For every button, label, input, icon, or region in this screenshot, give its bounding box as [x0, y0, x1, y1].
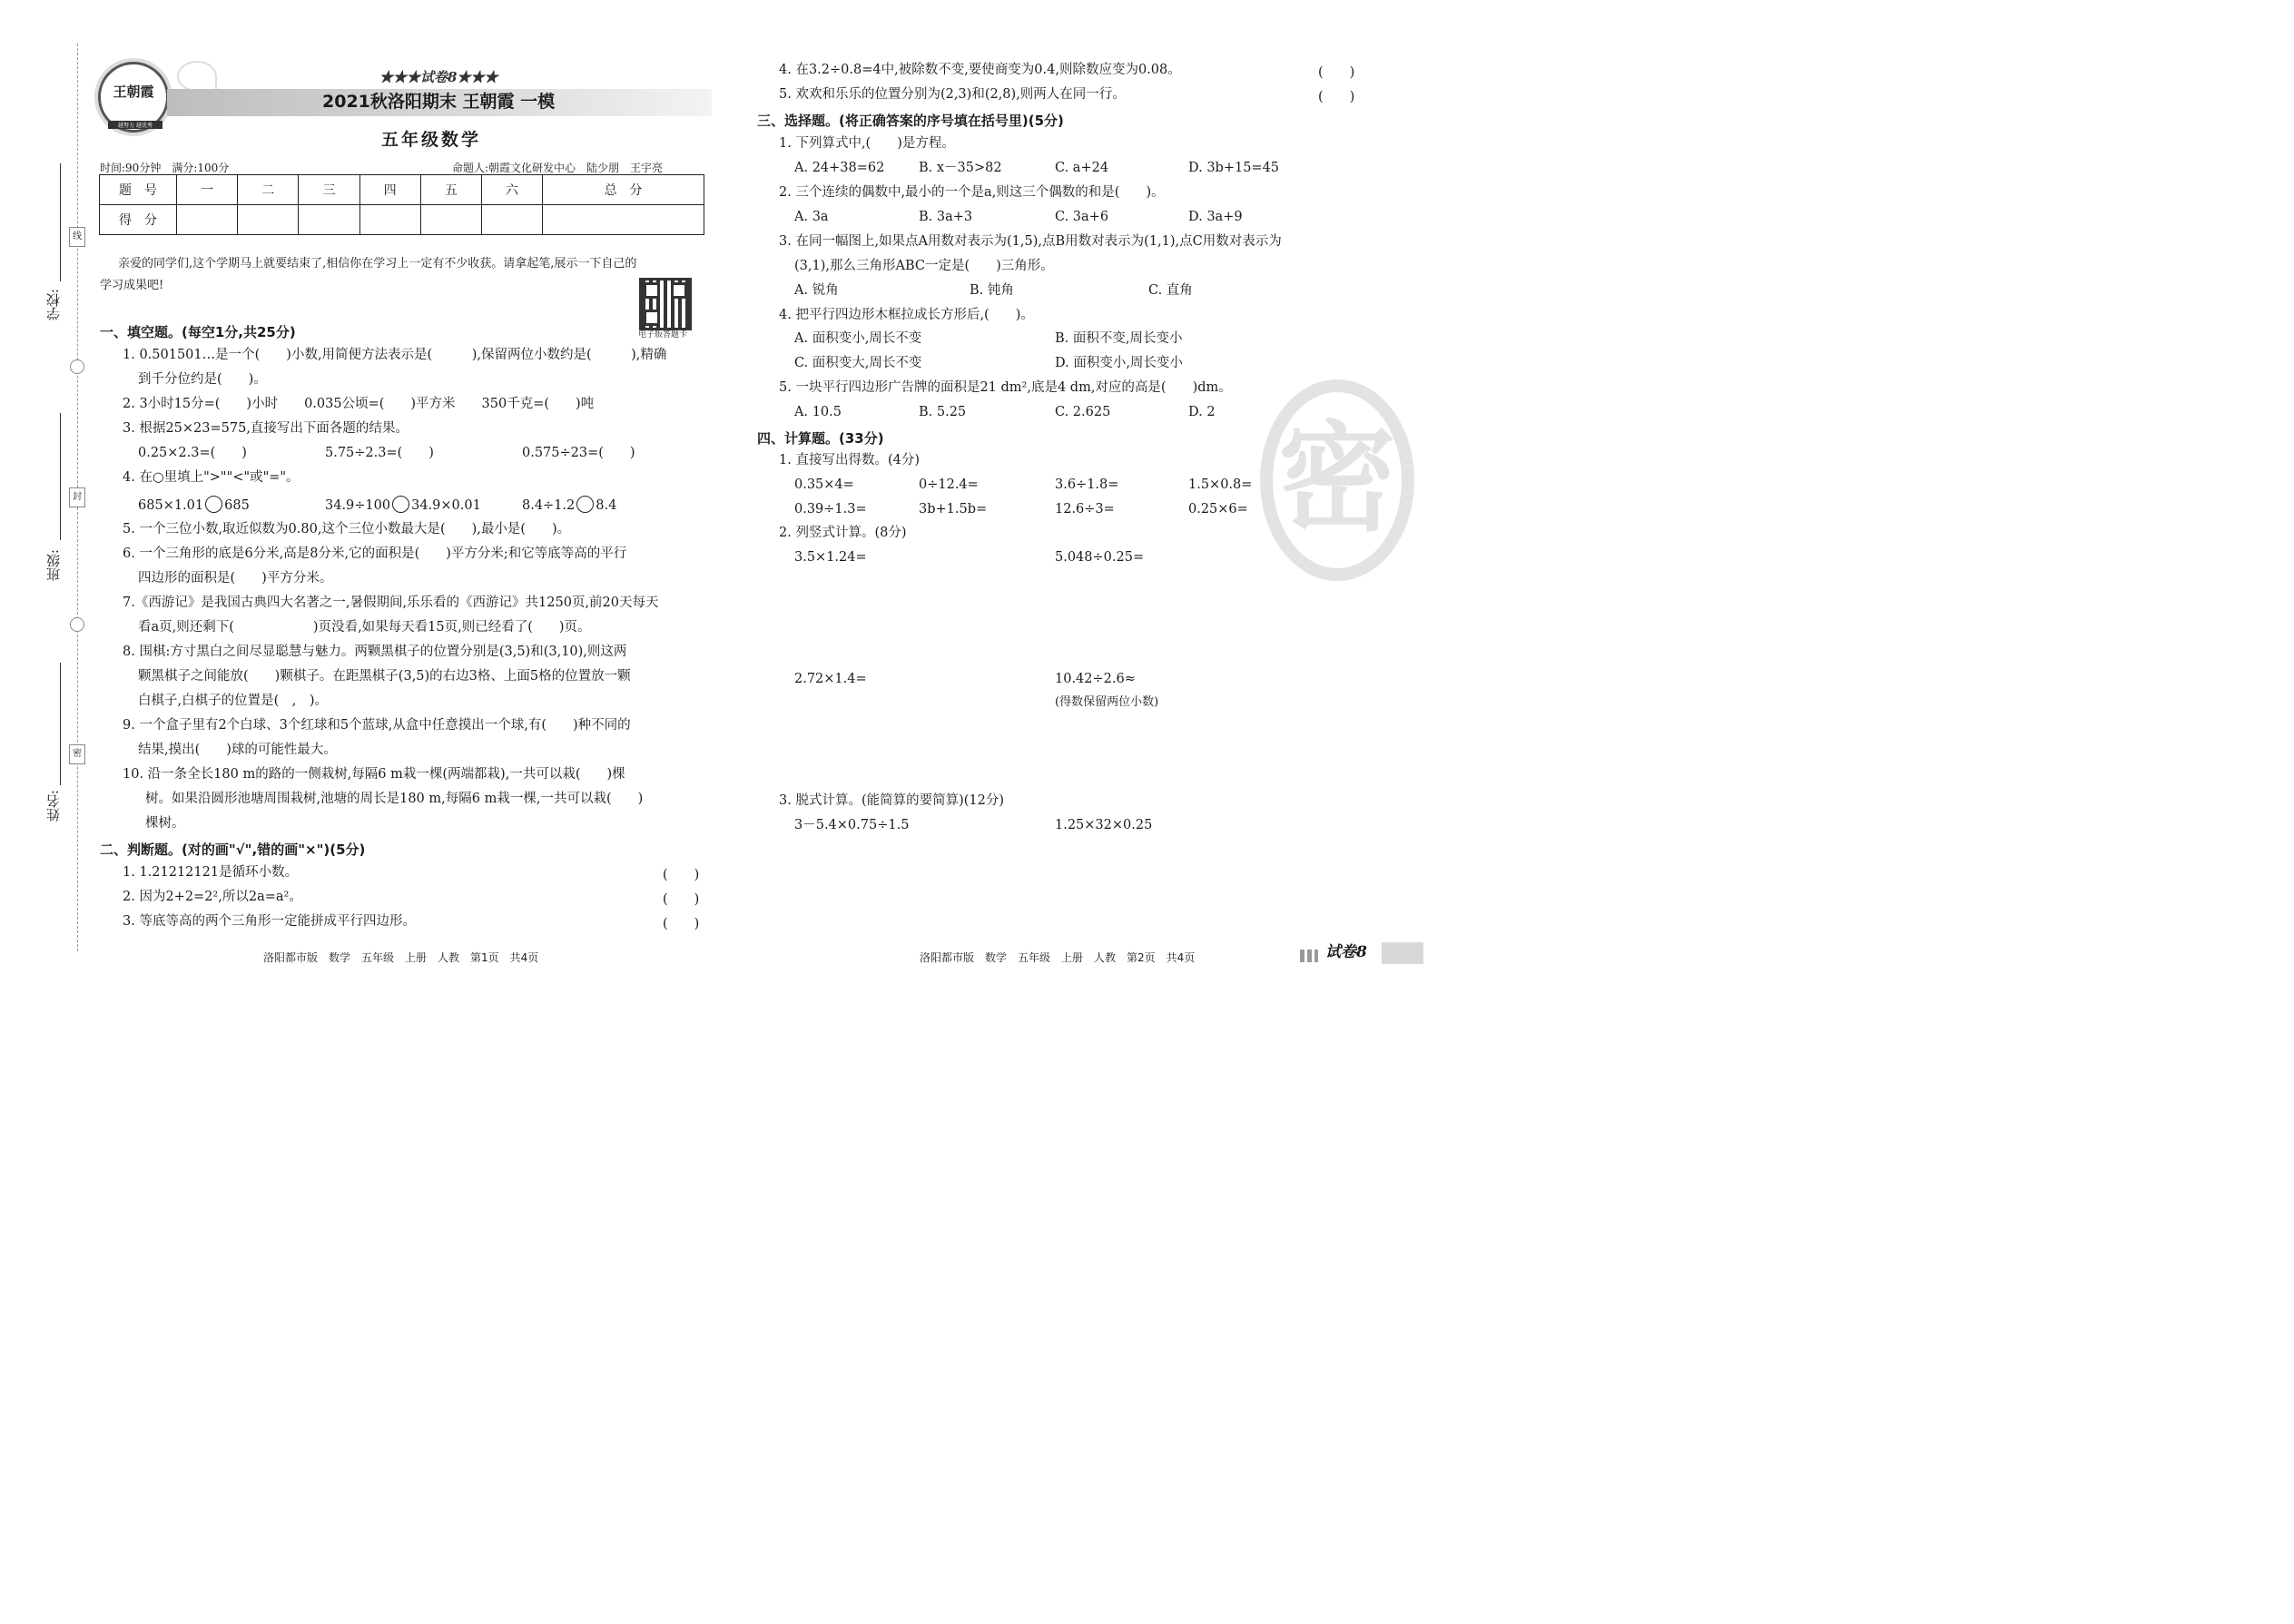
s1-q1a: 1. 0.501501…是一个( )小数,用简便方法表示是( ),保留两位小数约是( ),精确 [123, 348, 667, 362]
calc-item: 3b+1.5b= [919, 502, 988, 517]
s2-q1: 1. 1.21212121是循环小数。 [123, 865, 299, 880]
section1-heading: 一、填空题。(每空1分,共25分) [100, 324, 296, 340]
table-cell: 二 [238, 175, 299, 205]
s1-q10b: 树。如果沿圆形池塘周围栽树,池塘的周长是180 m,每隔6 m栽一棵,一共可以栽( ) [145, 792, 644, 806]
class-field[interactable] [60, 413, 61, 540]
time-score: 时间:90分钟 满分:100分 [100, 162, 230, 174]
s4-p3: 3. 脱式计算。(能简算的要简算)(12分) [779, 793, 1005, 808]
table-cell: 总 分 [543, 175, 704, 205]
s2-q3: 3. 等底等高的两个三角形一定能拼成平行四边形。 [123, 914, 416, 929]
answer-paren[interactable]: ( ) [1318, 90, 1355, 104]
score-cell[interactable] [543, 205, 704, 235]
calc-item: 5.048÷0.25= [1055, 550, 1145, 565]
s3-q5-opt[interactable]: D. 2 [1188, 405, 1216, 419]
s3-q1-opt[interactable]: B. x－35>82 [919, 161, 1002, 175]
calc-item: 0.39÷1.3= [794, 502, 867, 517]
intro-line-1: 亲爱的同学们,这个学期马上就要结束了,相信你在学习上一定有不少收获。请拿起笔,展示一下自己的 [118, 257, 637, 271]
s1-q3b: 5.75÷2.3=( ) [325, 446, 434, 460]
mark-mi: 密 [69, 744, 85, 764]
calc-note: (得数保留两位小数) [1055, 695, 1159, 709]
series-label: ★★★试卷8★★★ [379, 69, 498, 85]
calc-item: 10.42÷2.6≈ [1055, 672, 1136, 686]
s3-q3a: 3. 在同一幅图上,如果点A用数对表示为(1,5),点B用数对表示为(1,1),点C用数对表示为 [779, 234, 1282, 249]
s3-q1: 1. 下列算式中,( )是方程。 [779, 136, 955, 151]
compare-circle[interactable] [392, 496, 409, 513]
table-cell: 题 号 [100, 175, 177, 205]
table-cell: 得 分 [100, 205, 177, 235]
exam-title: 2021秋洛阳期末 王朝霞 一模 [322, 92, 556, 112]
s3-q3-opt[interactable]: A. 锐角 [794, 283, 839, 298]
s4-p1: 1. 直接写出得数。(4分) [779, 453, 920, 468]
footer-right: 洛阳都市版 数学 五年级 上册 人教 第2页 共4页 [920, 951, 1196, 964]
compare-left: 8.4÷1.2 [522, 498, 576, 513]
s1-q4: 4. 在○里填上">""<"或"="。 [123, 470, 300, 485]
calc-item: 0.35×4= [794, 477, 854, 492]
calc-item: 3.5×1.24= [794, 550, 867, 565]
s1-q8a: 8. 围棋:方寸黑白之间尽显聪慧与魅力。两颗黑棋子的位置分别是(3,5)和(3,10),则这两 [123, 645, 627, 659]
subject-title: 五年级数学 [381, 130, 482, 150]
answer-paren[interactable]: ( ) [663, 892, 700, 907]
name-label: 姓名: [45, 790, 62, 822]
score-cell[interactable] [238, 205, 299, 235]
authors: 命题人:朝霞文化研发中心 陆少朋 王宇亮 [452, 162, 664, 174]
watermark-seal [1260, 379, 1414, 581]
table-cell: 三 [299, 175, 359, 205]
calc-item: 2.72×1.4= [794, 672, 867, 686]
s1-q7b: 看a页,则还剩下( )页没看,如果每天看15页,则已经看了( )页。 [138, 620, 591, 635]
mark-xian: 线 [69, 227, 85, 247]
s1-q10c: 棵树。 [145, 816, 185, 831]
s1-q1b: 到千分位约是( )。 [138, 372, 267, 387]
score-cell[interactable] [481, 205, 542, 235]
s1-q9b: 结果,摸出( )球的可能性最大。 [138, 743, 337, 757]
table-cell: 六 [481, 175, 542, 205]
score-table-row-header [100, 175, 704, 205]
calc-item: 12.6÷3= [1055, 502, 1115, 517]
logo-text: 王朝霞 [113, 84, 154, 100]
s3-q5: 5. 一块平行四边形广告牌的面积是21 dm²,底是4 dm,对应的高是( )dm。 [779, 380, 1232, 395]
answer-paren[interactable]: ( ) [663, 868, 700, 882]
school-label: 学校: [45, 289, 62, 321]
ornament-2 [70, 617, 84, 632]
s1-q9a: 9. 一个盒子里有2个白球、3个红球和5个蓝球,从盒中任意摸出一个球,有( )种不同的 [123, 718, 631, 733]
compare-left: 685×1.01 [138, 498, 204, 513]
s3-q5-opt[interactable]: B. 5.25 [919, 405, 967, 419]
footer-left: 洛阳都市版 数学 五年级 上册 人教 第1页 共4页 [263, 951, 539, 964]
s1-q6a: 6. 一个三角形的底是6分米,高是8分米,它的面积是( )平方分米;和它等底等高的平行 [123, 546, 627, 561]
s1-q3c: 0.575÷23=( ) [522, 446, 635, 460]
s2-q5: 5. 欢欢和乐乐的位置分别为(2,3)和(2,8),则两人在同一行。 [779, 87, 1126, 102]
s1-q5: 5. 一个三位小数,取近似数为0.80,这个三位小数最大是( ),最小是( )。 [123, 522, 571, 536]
score-table [99, 174, 704, 235]
s3-q1-opt[interactable]: D. 3b+15=45 [1188, 161, 1280, 175]
s3-q3b: (3,1),那么三角形ABC一定是( )三角形。 [794, 259, 1054, 273]
ornament-1 [70, 359, 84, 374]
qr-code[interactable] [639, 278, 692, 330]
s1-q8c: 白棋子,白棋子的位置是( , )。 [138, 694, 329, 708]
mark-feng: 封 [69, 487, 85, 507]
s3-q2: 2. 三个连续的偶数中,最小的一个是a,则这三个偶数的和是( )。 [779, 185, 1165, 200]
compare-right: 685 [224, 498, 250, 513]
s3-q1-opt[interactable]: A. 24+38=62 [794, 161, 885, 175]
s1-q7a: 7.《西游记》是我国古典四大名著之一,暑假期间,乐乐看的《西游记》共1250页,前20天每天 [123, 595, 659, 610]
s3-q4-opt[interactable]: D. 面积变小,周长变小 [1055, 356, 1183, 370]
watermark-char: 密 [1277, 409, 1396, 547]
answer-paren[interactable]: ( ) [663, 917, 700, 931]
score-table-row-score [100, 205, 704, 235]
s4-p2: 2. 列竖式计算。(8分) [779, 526, 907, 540]
s3-q4: 4. 把平行四边形木框拉成长方形后,( )。 [779, 308, 1034, 322]
s3-q3-opt[interactable]: B. 钝角 [970, 283, 1014, 298]
s2-q2: 2. 因为2+2=2²,所以2a=a²。 [123, 890, 302, 904]
badge-dots [1300, 950, 1318, 962]
qr-caption: 电子版答题卡 [638, 330, 688, 340]
brand-logo [98, 62, 169, 133]
class-label: 班级: [45, 549, 62, 582]
s3-q2-opt[interactable]: B. 3a+3 [919, 210, 973, 224]
intro-line-2: 学习成果吧! [100, 279, 164, 292]
s3-q5-opt[interactable]: C. 2.625 [1055, 405, 1111, 419]
s3-q2-opt[interactable]: A. 3a [794, 210, 829, 224]
calc-item: 0.25×6= [1188, 502, 1248, 517]
page-badge: 试卷8 [1325, 943, 1367, 961]
s3-q2-opt[interactable]: C. 3a+6 [1055, 210, 1109, 224]
badge-band [1382, 942, 1423, 964]
s1-q3a: 0.25×2.3=( ) [138, 446, 247, 460]
calc-item: 3－5.4×0.75÷1.5 [794, 818, 910, 832]
s1-q6b: 四边形的面积是( )平方分米。 [138, 571, 333, 586]
s1-q3: 3. 根据25×23=575,直接写出下面各题的结果。 [123, 421, 409, 436]
calc-item: 1.25×32×0.25 [1055, 818, 1153, 832]
name-field[interactable] [60, 663, 61, 785]
s3-q4-opt[interactable]: C. 面积变大,周长不变 [794, 356, 922, 370]
score-cell[interactable] [359, 205, 420, 235]
table-cell: 一 [177, 175, 238, 205]
s1-q10a: 10. 沿一条全长180 m的路的一侧栽树,每隔6 m栽一棵(两端都栽),一共可以栽( )棵 [123, 767, 625, 782]
s3-q4-opt[interactable]: B. 面积不变,周长变小 [1055, 331, 1183, 346]
score-cell[interactable] [420, 205, 481, 235]
table-cell: 四 [359, 175, 420, 205]
s2-q4: 4. 在3.2÷0.8=4中,被除数不变,要使商变为0.4,则除数应变为0.08。 [779, 63, 1181, 77]
logo-slogan: 越努力 越优秀 [108, 121, 162, 129]
calc-item: 3.6÷1.8= [1055, 477, 1119, 492]
ribbon-decoration [177, 61, 217, 92]
calc-item: 0÷12.4= [919, 477, 979, 492]
s3-q4-opt[interactable]: A. 面积变小,周长不变 [794, 331, 922, 346]
s1-q8b: 颗黑棋子之间能放( )颗棋子。在距黑棋子(3,5)的右边3格、上面5格的位置放一颗 [138, 669, 631, 684]
s1-q2: 2. 3小时15分=( )小时 0.035公顷=( )平方米 350千克=( )吨 [123, 397, 595, 411]
s3-q1-opt[interactable]: C. a+24 [1055, 161, 1109, 175]
s3-q2-opt[interactable]: D. 3a+9 [1188, 210, 1243, 224]
s3-q3-opt[interactable]: C. 直角 [1148, 283, 1193, 298]
school-field[interactable] [60, 163, 61, 281]
compare-circle[interactable] [205, 496, 222, 513]
section4-heading: 四、计算题。(33分) [757, 430, 884, 447]
s1-q4a [138, 496, 250, 514]
compare-left: 34.9÷100 [325, 498, 391, 513]
s1-q4c [522, 496, 616, 514]
answer-paren[interactable]: ( ) [1318, 65, 1355, 80]
s3-q5-opt[interactable]: A. 10.5 [794, 405, 842, 419]
compare-right: 34.9×0.01 [411, 498, 481, 513]
compare-circle[interactable] [576, 496, 594, 513]
table-cell: 五 [420, 175, 481, 205]
calc-item: 1.5×0.8= [1188, 477, 1253, 492]
section2-heading: 二、判断题。(对的画"√",错的画"×")(5分) [100, 842, 366, 858]
compare-right: 8.4 [596, 498, 617, 513]
score-cell[interactable] [299, 205, 359, 235]
s1-q4b [325, 496, 481, 514]
score-cell[interactable] [177, 205, 238, 235]
section3-heading: 三、选择题。(将正确答案的序号填在括号里)(5分) [757, 113, 1064, 129]
